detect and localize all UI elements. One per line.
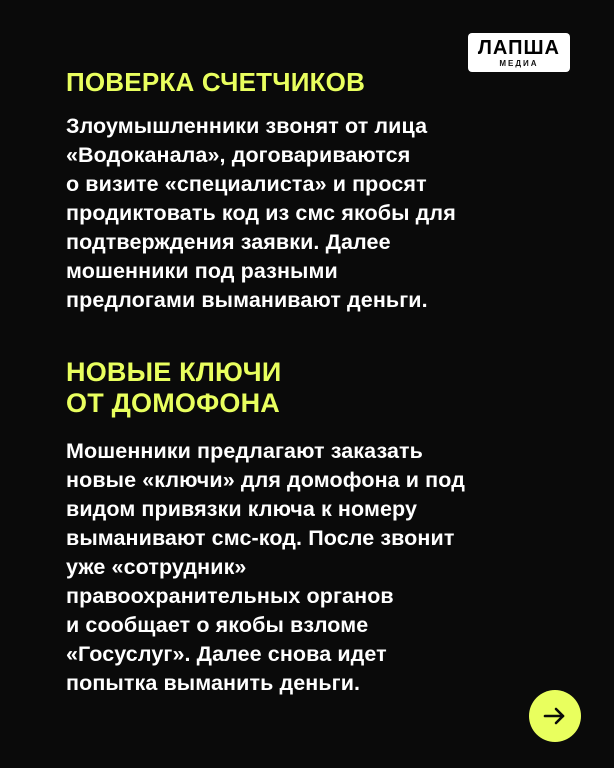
section-title-line-1: НОВЫЕ КЛЮЧИ [66,357,282,387]
logo-badge [468,33,570,72]
section-title-intercom-keys [66,357,554,419]
body-line: мошенники под разными [66,258,338,283]
body-line: выманивают смс-код. После звонит [66,526,455,551]
body-line: новые «ключи» для домофона и под [66,468,465,493]
body-line: Злоумышленники звонят от лица [66,113,428,138]
arrow-right-icon [541,702,569,730]
body-line: уже «сотрудник» [66,555,247,580]
section-body-meter-verification [66,112,554,315]
body-line: правоохранительных органов [66,584,394,609]
section-intercom-keys [66,357,554,698]
section-title-line-2: ОТ ДОМОФОНА [66,388,280,419]
section-title-meter-verification: ПОВЕРКА СЧЕТЧИКОВ [66,67,366,97]
body-line: попытка выманить деньги. [66,671,361,696]
body-line: «Водоканала», договариваются [66,142,411,167]
section-body-intercom-keys [66,437,554,698]
body-line: продиктовать код из смс якобы для [66,200,456,225]
body-line: Мошенники предлагают заказать [66,439,423,464]
body-line: и сообщает о якобы взломе [66,613,369,638]
logo-main-text: ЛАПША [477,37,560,59]
section-meter-verification [66,68,554,315]
body-line: подтверждения заявки. Далее [66,229,391,254]
body-line: о визите «специалиста» и просят [66,171,427,196]
body-line: «Госуслуг». Далее снова идет [66,642,387,667]
body-line: предлогами выманивают деньги. [66,287,428,312]
logo-sub-text: МЕДИА [499,59,539,68]
next-slide-button[interactable] [529,690,581,742]
body-line: видом привязки ключа к номеру [66,497,418,522]
